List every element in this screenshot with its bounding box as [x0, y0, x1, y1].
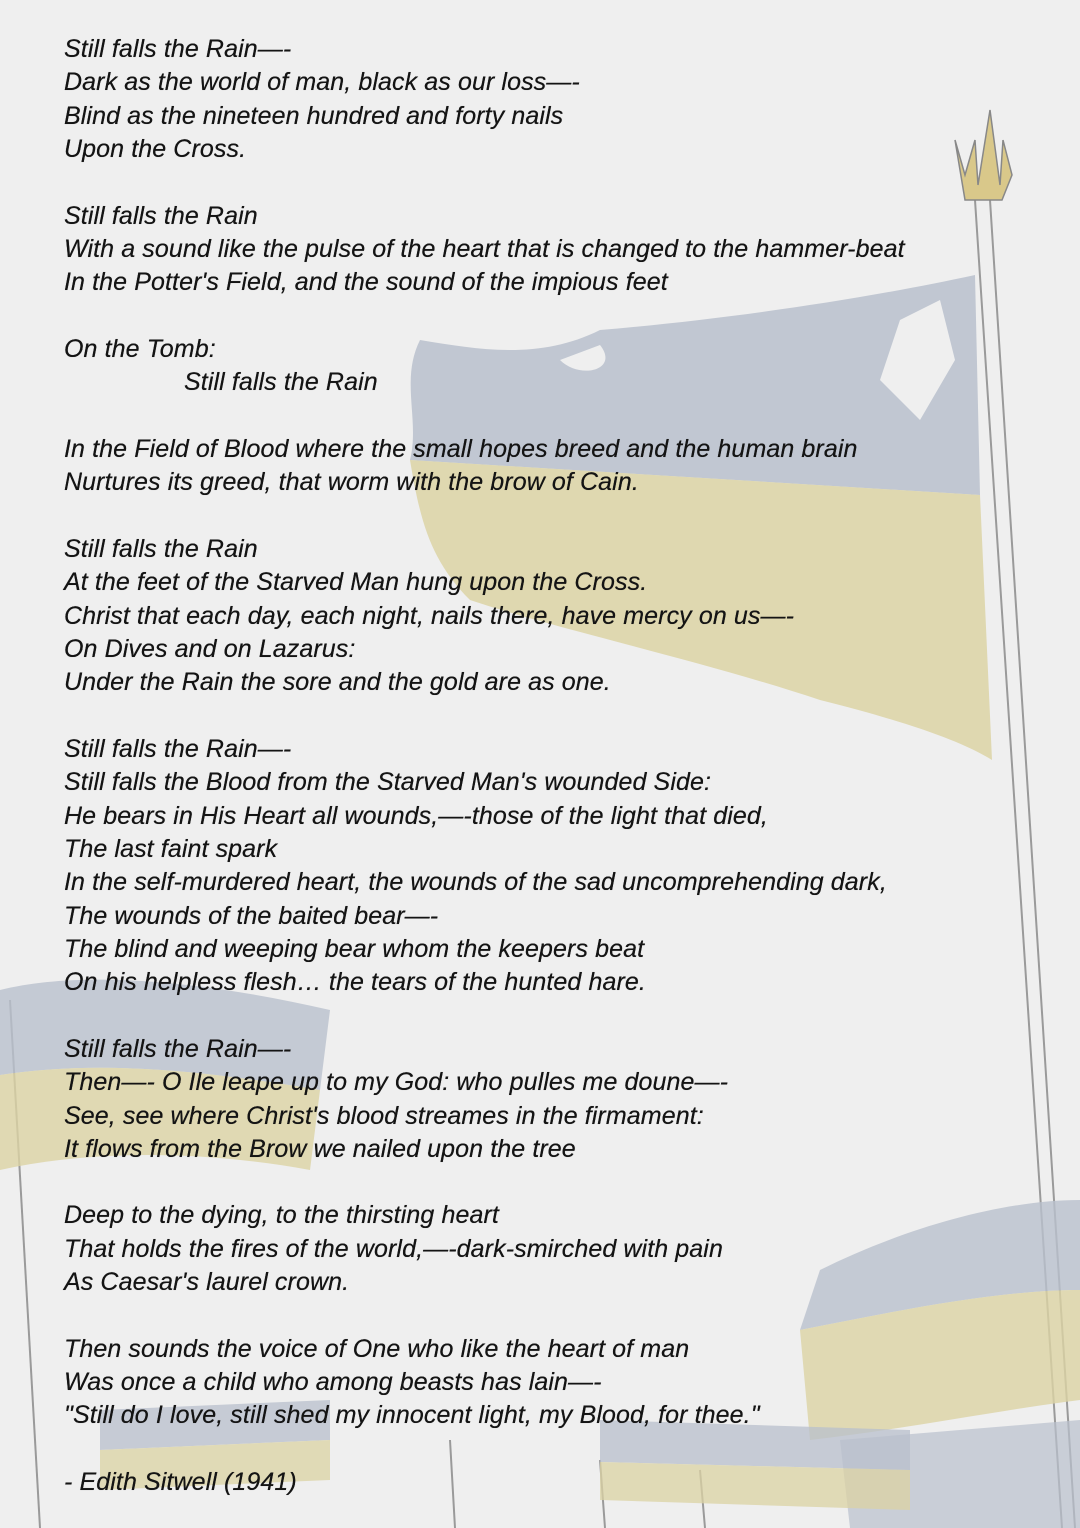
- stanza-gap: [64, 1166, 905, 1199]
- stanza-gap: [64, 166, 905, 199]
- poem-line: See, see where Christ's blood streames in the firmament:: [64, 1101, 704, 1130]
- poem-line: Under the Rain the sore and the gold are as one.: [64, 668, 611, 697]
- stanza-gap: [64, 1433, 905, 1466]
- poem-line: Then—- O Ile leape up to my God: who pulles me doune—-: [64, 1068, 729, 1097]
- poem-line: Christ that each day, each night, nails there, have mercy on us—-: [64, 601, 795, 630]
- poem-line: At the feet of the Starved Man hung upon the Cross.: [64, 568, 648, 597]
- stanza-gap: [64, 500, 905, 533]
- stanza: [64, 1033, 905, 1166]
- poem-line: Dark as the world of man, black as our loss—-: [64, 68, 580, 97]
- poem-line: Still falls the Rain: [184, 368, 378, 397]
- stanza-gap: [64, 1299, 905, 1332]
- stanza-gap: [64, 300, 905, 333]
- poem-line: Still falls the Blood from the Starved Man's wounded Side:: [64, 768, 712, 797]
- stanza: [64, 533, 905, 700]
- poem-line: That holds the fires of the world,—-dark-smirched with pain: [64, 1234, 723, 1263]
- stanza: [64, 1199, 905, 1299]
- poem-line: The wounds of the baited bear—-: [64, 901, 439, 930]
- stanza: [64, 1333, 905, 1433]
- poem-line: On Dives and on Lazarus:: [64, 634, 356, 663]
- poem-line: Still falls the Rain—-: [64, 734, 292, 763]
- stanza: [64, 33, 905, 166]
- stanza-gap: [64, 400, 905, 433]
- poem-line: Blind as the nineteen hundred and forty nails: [64, 101, 564, 130]
- poem-line: It flows from the Brow we nailed upon the tree: [64, 1134, 576, 1163]
- poem-line: In the self-murdered heart, the wounds of the sad uncomprehending dark,: [64, 868, 887, 897]
- poem-line: Still falls the Rain: [64, 201, 258, 230]
- poem: [64, 33, 905, 1499]
- poem-line: On the Tomb:: [64, 334, 216, 363]
- stanza: [64, 333, 905, 400]
- stanza: [64, 733, 905, 1000]
- stanza: [64, 433, 905, 500]
- poem-line: As Caesar's laurel crown.: [64, 1268, 350, 1297]
- poem-line: On his helpless flesh… the tears of the hunted hare.: [64, 968, 646, 997]
- poem-line: Was once a child who among beasts has lain—-: [64, 1368, 602, 1397]
- poem-line: He bears in His Heart all wounds,—-those of the light that died,: [64, 801, 768, 830]
- poem-line: In the Potter's Field, and the sound of the impious feet: [64, 268, 668, 297]
- poem-line: Then sounds the voice of One who like the heart of man: [64, 1334, 690, 1363]
- poem-line: Upon the Cross.: [64, 134, 247, 163]
- poem-line: Still falls the Rain—-: [64, 35, 292, 63]
- trident-icon: [955, 110, 1012, 200]
- poem-line: With a sound like the pulse of the heart that is changed to the hammer-beat: [64, 234, 905, 263]
- poem-line: Deep to the dying, to the thirsting heart: [64, 1201, 499, 1230]
- poem-line: In the Field of Blood where the small hopes breed and the human brain: [64, 434, 858, 463]
- stanza-gap: [64, 700, 905, 733]
- poem-line: The last faint spark: [64, 834, 278, 863]
- poem-line: The blind and weeping bear whom the keepers beat: [64, 934, 645, 963]
- stanza-gap: [64, 1000, 905, 1033]
- poem-line: "Still do I love, still shed my innocent light, my Blood, for thee.": [64, 1401, 760, 1430]
- poem-line: Nurtures its greed, that worm with the brow of Cain.: [64, 468, 639, 497]
- stanza: [64, 200, 905, 300]
- attribution: - Edith Sitwell (1941): [64, 1468, 297, 1497]
- poem-line: Still falls the Rain: [64, 534, 258, 563]
- poem-line: Still falls the Rain—-: [64, 1034, 292, 1063]
